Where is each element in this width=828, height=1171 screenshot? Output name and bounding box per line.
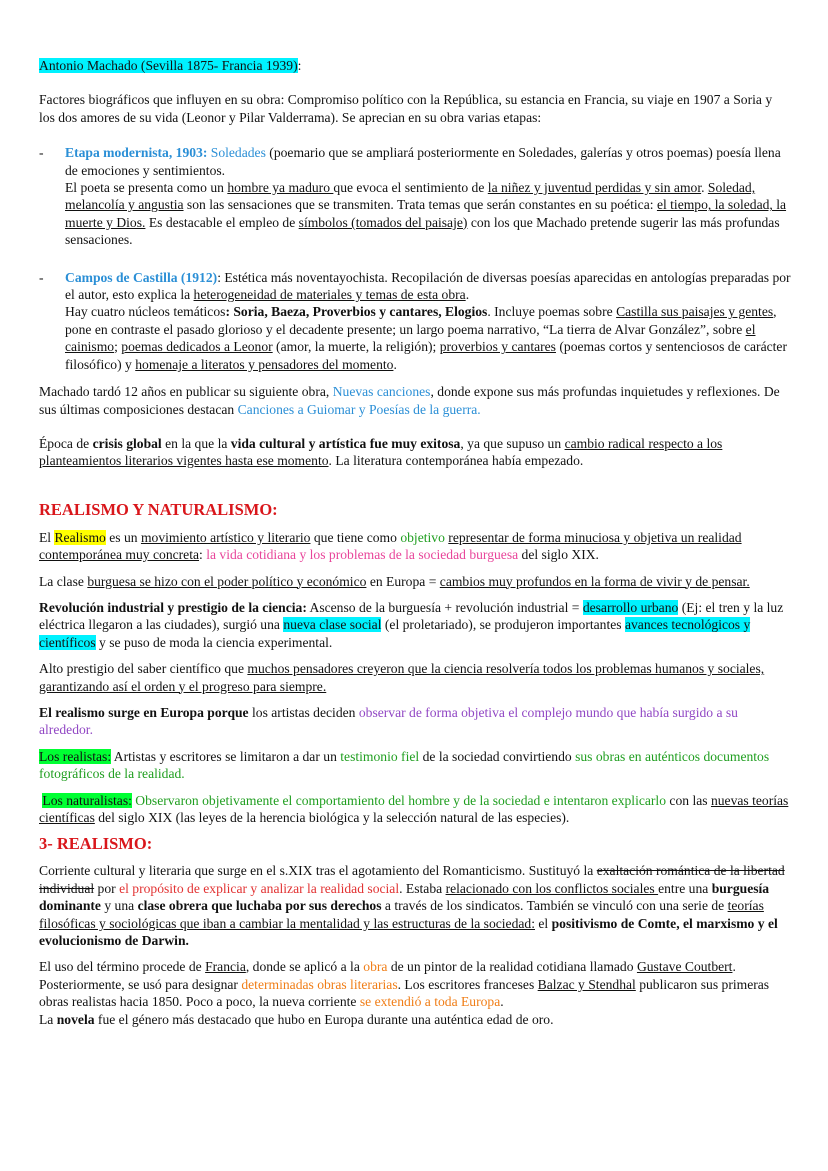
corriente-cultural-paragraph: [39, 862, 791, 949]
underlined-span: Soledad, melancolía y angustia: [65, 180, 756, 213]
text-span: del siglo XIX (las leyes de la herencia biológica y la selección natural de las especies).: [94, 810, 570, 825]
underlined-span: teorías filosóficas y sociológicas que iban a cambiar la mentalidad y las estructuras de la sociedad:: [39, 898, 764, 931]
bold-span: burguesía dominante: [39, 880, 770, 914]
text-span: por: [94, 880, 120, 896]
campos-castilla-p1: [65, 269, 791, 304]
text-span: Corriente cultural y literaria que surge en el s.XIX tras el agotamiento del Romanticismo. Sustituyó la: [39, 863, 597, 879]
text-span: (poemas cortos y sentenciosos de carácter filosófico) y: [65, 339, 787, 372]
underlined-span: el cainismo: [65, 321, 756, 355]
text-span: La: [39, 1011, 57, 1027]
underlined-span: Balzac y Stendhal: [537, 976, 636, 992]
underlined-span: muchos pensadores creyeron que la ciencia resolvería todos los problemas humanos y sociales, garantizando así el orden y el progreso para siempre.: [39, 661, 765, 694]
text-span: .: [701, 180, 708, 196]
bold-span: Revolución industrial y prestigio de la ciencia:: [39, 599, 307, 615]
orange-span: determinadas obras literarias: [241, 976, 398, 992]
text-span: Machado tardó 12 años en publicar su siguiente obra,: [39, 384, 333, 400]
text-span: . Incluye poemas sobre: [487, 304, 617, 320]
red-span: el propósito de explicar y analizar la realidad social: [119, 880, 400, 896]
underlined-span: burguesa se hizo con el poder político y económico: [87, 573, 367, 589]
underlined-span: Francia: [205, 959, 246, 975]
underlined-span: el tiempo, la soledad, la muerte y Dios.: [65, 197, 787, 230]
revolucion-industrial-paragraph: [39, 599, 791, 651]
text-span: (poemario que se ampliará posteriormente en Soledades, galerías y otros poemas) poesía llena de emociones y sentimientos.: [65, 145, 781, 178]
text-span: y se puso de moda la ciencia experimental.: [95, 634, 333, 650]
text-span: : Estética más noventayochista. Recopilación de diversas poesías aparecidas en antologías preparadas por el autor, esto explica la: [65, 269, 791, 303]
text-span: El uso del término procede de: [39, 959, 206, 975]
text-span: . La literatura contemporánea había empezado.: [328, 453, 584, 469]
underlined-span: homenaje a literatos y pensadores del momento: [135, 356, 394, 372]
bold-span: novela: [56, 1011, 95, 1027]
text-span: :: [199, 547, 207, 563]
text-span: (Ej: el tren y la luz eléctrica llegaron a las ciudades), surgió una: [39, 599, 784, 633]
text-span: que tiene como: [310, 529, 401, 545]
naturalistas-paragraph: [39, 792, 791, 827]
underlined-span: hombre ya maduro: [227, 180, 334, 196]
realistas-paragraph: [39, 748, 791, 783]
text-span: los artistas deciden: [248, 704, 359, 720]
epoca-paragraph: [39, 435, 791, 470]
text-span: El: [39, 529, 55, 545]
bold-span: : Soria, Baeza, Proverbios y cantares, Elogios: [225, 304, 488, 320]
underlined-span: la niñez y juventud perdidas y sin amor: [487, 180, 702, 196]
document-title-line: [39, 57, 791, 74]
bullet-dash: -: [39, 269, 44, 285]
bold-span: El realismo surge en Europa porque: [39, 704, 249, 720]
title-colon: :: [297, 58, 302, 73]
text-span: (el proletariado), se produjeron importantes: [381, 617, 625, 633]
novela-line: [39, 1011, 791, 1028]
soledades-work: Soledades: [210, 145, 266, 161]
etapa-modernista-title: Etapa modernista, 1903:: [65, 145, 208, 161]
underlined-span: representar de forma minuciosa y objetiva un realidad contemporánea muy concreta: [39, 529, 742, 563]
text-span: a través de los sindicatos. También se vinculó con una serie de: [381, 898, 728, 914]
text-span: Es destacable el empleo de: [145, 214, 299, 230]
text-span: de un pintor de la realidad cotidiana llamado: [387, 959, 637, 975]
green-span: objetivo: [400, 529, 445, 545]
text-span: Ascenso de la burguesía + revolución industrial =: [306, 599, 583, 615]
text-span: es un: [105, 529, 141, 545]
heading-3-realismo: 3- REALISMO:: [39, 834, 153, 854]
text-span: y una: [100, 898, 138, 914]
canciones-guiomar-work: Canciones a Guiomar y Poesías de la guerra.: [237, 401, 481, 417]
orange-span: obra: [363, 959, 388, 975]
text-span: . Posteriormente, se usó para designar: [39, 959, 736, 992]
underlined-span: Gustave Coutbert: [636, 959, 733, 975]
text-span: el: [535, 915, 552, 931]
underlined-span: heterogeneidad de materiales y temas de esta obra: [193, 287, 466, 303]
heading-realismo-naturalismo: REALISMO Y NATURALISMO:: [39, 499, 278, 519]
green-span: testimonio fiel: [340, 748, 420, 764]
pink-span: la vida cotidiana y los problemas de la sociedad burguesa: [206, 547, 519, 563]
bold-span: clase obrera que luchaba por sus derechos: [137, 898, 382, 914]
text-span: que evoca el sentimiento de: [333, 180, 488, 196]
bullet-dash: -: [39, 145, 44, 161]
highlight-span: avances tecnológicos y científicos: [39, 617, 751, 650]
text-span: .: [393, 356, 397, 372]
text-span: de la sociedad convirtiendo: [419, 748, 576, 764]
clase-burguesa-paragraph: [39, 573, 791, 590]
text-span: ;: [114, 339, 122, 355]
underlined-span: cambios muy profundos en la forma de vivir y de pensar.: [439, 573, 750, 589]
orange-span: se extendió a toda Europa: [359, 994, 501, 1010]
text-span: publicaron sus primeras obras realistas hacia 1850. Poco a poco, la nueva corriente: [39, 976, 770, 1010]
underlined-span: relacionado con los conflictos sociales: [445, 880, 659, 896]
document-page: [39, 57, 791, 1028]
text-span: Alto prestigio del saber científico que: [39, 661, 248, 677]
highlight-realistas: Los realistas:: [39, 748, 112, 764]
realismo-def-paragraph: [39, 529, 791, 564]
uso-termino-paragraph: [39, 958, 791, 1010]
text-span: fue el género más destacado que hubo en Europa durante una auténtica edad de oro.: [94, 1011, 554, 1027]
purple-span: observar de forma objetiva el complejo mundo que había surgido a su alrededor.: [39, 704, 738, 738]
underlined-span: Castilla sus paisajes y gentes: [616, 304, 774, 320]
text-span: , donde expone sus más profundas inquietudes y reflexiones. De sus últimas composiciones destacan: [39, 384, 780, 417]
text-span: del siglo XIX.: [518, 547, 599, 563]
etapa-modernista-p1: [65, 144, 791, 179]
text-span: . Los escritores franceses: [397, 976, 538, 992]
green-span: Observaron objetivamente el comportamiento del hombre y de la sociedad e intentaron explicarlo: [131, 792, 667, 808]
prestigio-cientifico-paragraph: [39, 660, 791, 695]
text-span: entre una: [658, 880, 712, 896]
text-span: , ya que supuso un: [460, 435, 565, 451]
text-span: La clase: [39, 573, 88, 589]
campos-castilla-p2: [65, 303, 791, 373]
underlined-span: poemas dedicados a Leonor: [121, 339, 273, 355]
bold-span: positivismo de Comte, el marxismo y el evolucionismo de Darwin.: [39, 915, 778, 949]
bold-span: vida cultural y artística fue muy exitosa: [230, 435, 461, 451]
text-span: con los que Machado pretende sugerir las más profundas sensaciones.: [65, 214, 780, 248]
nuevas-canciones-work: Nuevas canciones: [332, 384, 431, 400]
text-span: en Europa =: [366, 573, 440, 589]
underlined-span: movimiento artístico y literario: [140, 529, 311, 545]
campos-castilla-title: Campos de Castilla (1912): [65, 269, 218, 285]
underlined-span: nuevas teorías científicas: [39, 792, 789, 825]
underlined-span: símbolos (tomados del paisaje): [298, 214, 468, 230]
text-span: en la que la: [161, 435, 231, 451]
etapa-modernista-p2: [65, 179, 791, 249]
text-span: , pone en contraste el pasado glorioso y el decadente presente; un largo poema narrativo, “La tierra de Alvar González”, sobre: [65, 304, 777, 337]
bold-span: crisis global: [92, 435, 162, 451]
text-span: .: [500, 994, 504, 1010]
document-title: Antonio Machado (Sevilla 1875- Francia 1939): [39, 58, 298, 73]
underlined-span: proverbios y cantares: [439, 339, 556, 355]
text-span: El poeta se presenta como un: [65, 180, 228, 196]
text-span: son las sensaciones que se transmiten. Trata temas que serán constantes en su poética:: [183, 197, 657, 213]
highlight-naturalistas: Los naturalistas:: [42, 792, 132, 808]
green-span: sus obras en auténticos documentos fotográficos de la realidad.: [39, 748, 770, 782]
text-span: (amor, la muerte, la religión);: [272, 339, 440, 355]
text-span: , donde se aplicó a la: [245, 959, 364, 975]
highlight-span: nueva clase social: [283, 617, 382, 633]
bullet-campos-castilla: [39, 269, 791, 373]
realismo-surge-paragraph: [39, 704, 791, 739]
machado-tardo-paragraph: [39, 383, 791, 418]
bullet-etapa-modernista: [39, 144, 791, 248]
highlight-realismo: Realismo: [54, 529, 106, 545]
highlight-span: desarrollo urbano: [582, 599, 679, 615]
text-span: Artistas y escritores se limitaron a dar un: [111, 748, 341, 764]
intro-paragraph: Factores biográficos que influyen en su obra: Compromiso político con la República, su estancia en Francia, su viaje en 1907 a Soria y los dos amores de su vida (Leonor y Pilar Valderrama). Se aprecian en su obra varias etapas:: [39, 92, 773, 125]
underlined-span: cambio radical respecto a los planteamientos literarios vigentes hasta ese momento: [39, 435, 723, 469]
strikethrough-span: exaltación romántica de la libertad individual: [39, 863, 785, 896]
text-span: .: [465, 287, 470, 303]
text-span: Época de: [39, 435, 93, 451]
text-span: con las: [666, 792, 711, 808]
text-span: . Estaba: [399, 880, 446, 896]
text-span: Hay cuatro núcleos temáticos: [65, 304, 226, 320]
